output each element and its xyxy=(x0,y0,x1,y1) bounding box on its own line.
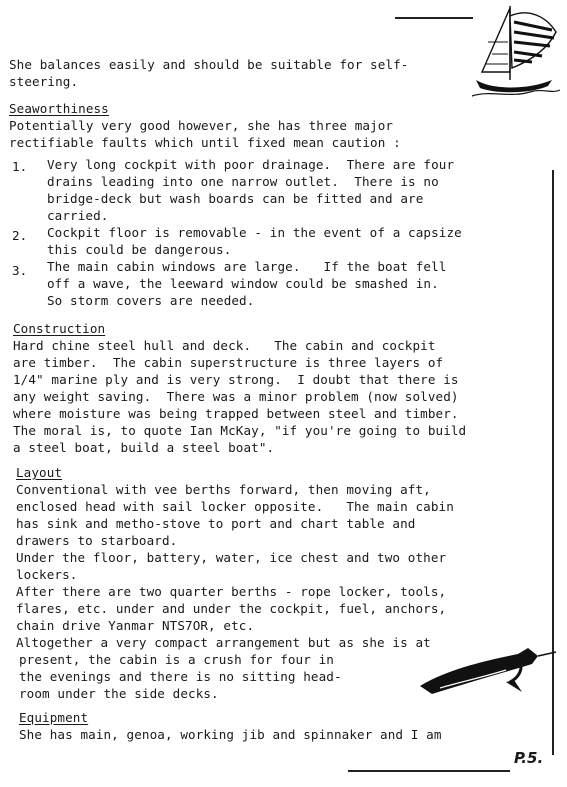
construction-line: are timber. The cabin superstructure is three layers of xyxy=(13,355,444,370)
list-item-line: So storm covers are needed. xyxy=(47,293,255,308)
sailboat-illustration-icon xyxy=(470,2,562,100)
page-number: P.5. xyxy=(514,749,544,767)
layout-line: enclosed head with sail locker opposite. The main cabin xyxy=(16,499,454,514)
section-heading-equipment: Equipment xyxy=(19,710,89,725)
layout-line: drawers to starboard. xyxy=(16,533,178,548)
layout-line: the evenings and there is no sitting head- xyxy=(19,669,342,684)
intro-line-2: steering. xyxy=(9,74,79,89)
layout-line: Under the floor, battery, water, ice chest and two other xyxy=(16,550,447,565)
list-item-line: Very long cockpit with poor drainage. There are four xyxy=(47,157,455,172)
list-item-line: this could be dangerous. xyxy=(47,242,232,257)
section-heading-layout: Layout xyxy=(16,465,63,480)
list-item-line: carried. xyxy=(47,208,109,223)
construction-line: where moisture was being trapped between steel and timber. xyxy=(13,406,459,421)
construction-line: Hard chine steel hull and deck. The cabin and cockpit xyxy=(13,338,436,353)
equipment-line-1: She has main, genoa, working jib and spinnaker and I am xyxy=(19,727,442,742)
list-item-line: off a wave, the leeward window could be smashed in. xyxy=(47,276,439,291)
layout-line: After there are two quarter berths - rope locker, tools, xyxy=(16,584,447,599)
list-item-line: Cockpit floor is removable - in the event of a capsize xyxy=(47,225,462,240)
construction-line: 1/4" marine ply and is very strong. I doubt that there is xyxy=(13,372,459,387)
seaworthiness-intro-1: Potentially very good however, she has three major xyxy=(9,118,394,133)
list-item-line: The main cabin windows are large. If the boat fell xyxy=(47,259,447,274)
anchor-illustration-icon xyxy=(410,638,560,700)
layout-line: Altogether a very compact arrangement but as she is at xyxy=(16,635,431,650)
list-item-number: 2. xyxy=(12,228,28,243)
layout-line: Conventional with vee berths forward, then moving aft, xyxy=(16,482,431,497)
layout-line: room under the side decks. xyxy=(19,686,219,701)
list-item-line: bridge-deck but wash boards can be fitted and are xyxy=(47,191,424,206)
seaworthiness-intro-2: rectifiable faults which until fixed mean caution : xyxy=(9,135,401,150)
top-rule xyxy=(395,17,473,19)
construction-line: any weight saving. There was a minor problem (now solved) xyxy=(13,389,459,404)
layout-line: has sink and metho-stove to port and chart table and xyxy=(16,516,416,531)
list-item-line: drains leading into one narrow outlet. There is no xyxy=(47,174,439,189)
construction-line: The moral is, to quote Ian McKay, "if you're going to build xyxy=(13,423,467,438)
list-item-number: 3. xyxy=(12,263,28,278)
section-heading-construction: Construction xyxy=(13,321,106,336)
intro-line-1: She balances easily and should be suitable for self- xyxy=(9,57,409,72)
bottom-rule xyxy=(348,770,510,772)
layout-line: flares, etc. under and under the cockpit, fuel, anchors, xyxy=(16,601,447,616)
layout-line: present, the cabin is a crush for four in xyxy=(19,652,334,667)
list-item-number: 1. xyxy=(12,159,28,174)
layout-line: lockers. xyxy=(16,567,78,582)
layout-line: chain drive Yanmar NTS7OR, etc. xyxy=(16,618,255,633)
construction-line: a steel boat, build a steel boat". xyxy=(13,440,275,455)
section-heading-seaworthiness: Seaworthiness xyxy=(9,101,109,116)
